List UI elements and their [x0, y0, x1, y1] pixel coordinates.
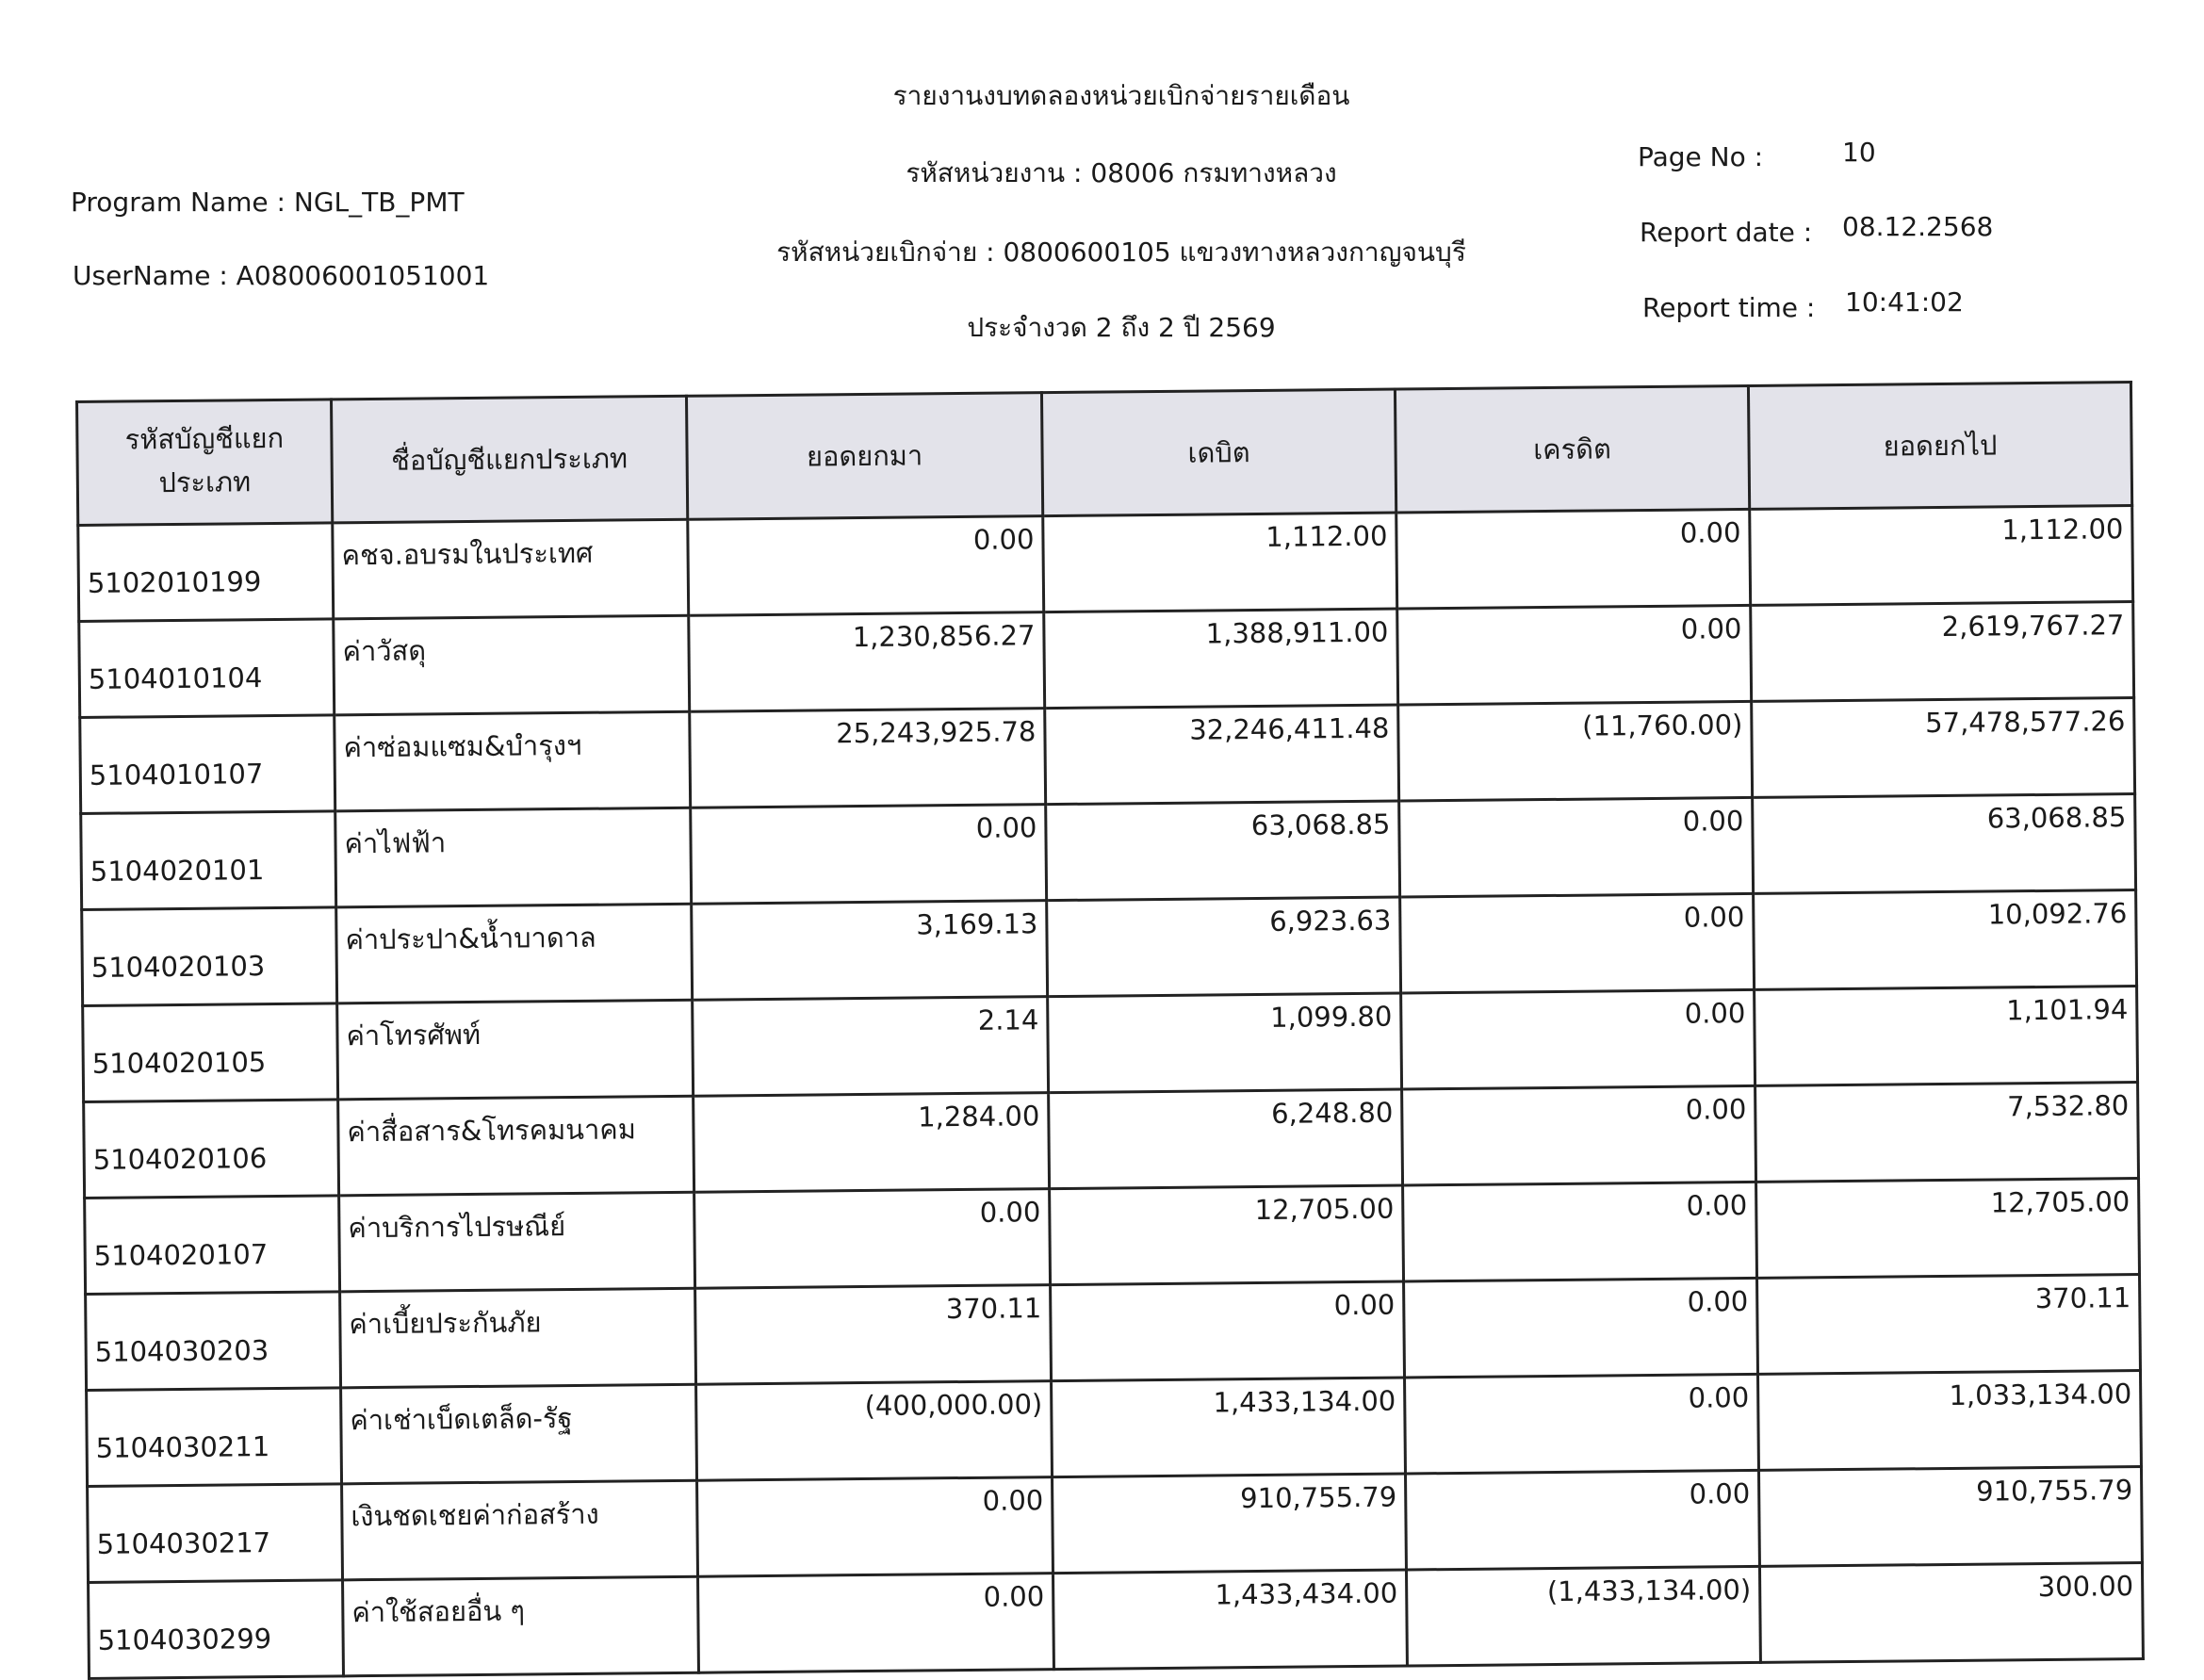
cell-account-code: 5104020107: [85, 1196, 340, 1295]
cell-account-code: 5104020105: [83, 1003, 338, 1102]
cell-closing-balance: 12,705.00: [1756, 1179, 2140, 1279]
col-header-account-code: รหัสบัญชีแยกประเภท: [77, 400, 333, 526]
cell-opening-balance: 1,230,856.27: [689, 612, 1045, 712]
cell-account-code: 5104020106: [84, 1100, 339, 1199]
cell-debit: 1,433,134.00: [1052, 1378, 1406, 1477]
cell-closing-balance: 10,092.76: [1754, 890, 2137, 990]
cell-credit: 0.00: [1402, 1085, 1756, 1185]
cell-debit: 0.00: [1051, 1281, 1405, 1381]
cell-closing-balance: 910,755.79: [1758, 1467, 2142, 1567]
cell-opening-balance: 1,284.00: [694, 1093, 1050, 1193]
cell-opening-balance: 2.14: [693, 997, 1049, 1097]
cell-closing-balance: 7,532.80: [1755, 1083, 2139, 1183]
table-header-row: [77, 383, 2132, 526]
cell-opening-balance: 0.00: [697, 1477, 1053, 1577]
report-time-value: 10:41:02: [1845, 286, 1964, 318]
page-no-label: Page No :: [1638, 141, 1764, 172]
cell-account-code: 5104020103: [82, 907, 337, 1006]
report-date-value: 08.12.2568: [1842, 211, 1994, 242]
cell-closing-balance: 370.11: [1757, 1275, 2141, 1375]
cell-credit: 0.00: [1399, 797, 1754, 897]
col-header-closing-balance: ยอดยกไป: [1748, 383, 2131, 510]
table-row: [89, 1563, 2144, 1679]
cell-account-name: ค่าประปา&น้ำบาดาล: [336, 904, 693, 1003]
table-body: [78, 506, 2144, 1679]
program-name: Program Name : NGL_TB_PMT: [71, 187, 465, 218]
cell-debit: 1,433,434.00: [1053, 1570, 1407, 1670]
cell-debit: 6,923.63: [1047, 897, 1401, 997]
cell-account-code: 5104020101: [81, 811, 336, 910]
cell-opening-balance: 0.00: [691, 805, 1047, 905]
cell-account-name: ค่าเบี้ยประกันภัย: [340, 1288, 696, 1388]
cell-credit: 0.00: [1400, 893, 1755, 993]
cell-debit: 6,248.80: [1049, 1089, 1403, 1189]
report-date-label: Report date :: [1640, 217, 1813, 248]
cell-opening-balance: 0.00: [688, 516, 1044, 616]
cell-account-name: ค่าใช้สอยอื่น ๆ: [343, 1576, 699, 1676]
cell-credit: 0.00: [1401, 989, 1755, 1089]
cell-opening-balance: 3,169.13: [692, 901, 1048, 1001]
cell-account-name: ค่าสื่อสาร&โทรคมนาคม: [338, 1096, 694, 1196]
cell-account-code: 5104010107: [80, 715, 335, 814]
cell-account-name: เงินชดเชยค่าก่อสร้าง: [342, 1480, 698, 1580]
report-title: รายงานงบทดลองหน่วยเบิกจ่ายรายเดือน: [892, 80, 1350, 111]
cell-opening-balance: 370.11: [695, 1285, 1052, 1385]
cell-debit: 12,705.00: [1050, 1185, 1404, 1285]
page-no-value: 10: [1842, 137, 1876, 168]
cell-closing-balance: 300.00: [1759, 1563, 2143, 1663]
cell-credit: 0.00: [1396, 509, 1751, 609]
cell-closing-balance: 57,478,577.26: [1752, 698, 2135, 798]
cell-closing-balance: 1,112.00: [1750, 506, 2133, 606]
cell-credit: 0.00: [1405, 1374, 1759, 1474]
cell-opening-balance: 0.00: [698, 1574, 1054, 1673]
cell-account-name: ค่าเช่าเบ็ดเตล็ด-รัฐ: [341, 1384, 697, 1484]
col-header-account-name: ชื่อบัญชีแยกประเภท: [332, 396, 688, 523]
trial-balance-table: [75, 381, 2145, 1680]
cell-debit: 1,112.00: [1043, 513, 1397, 612]
disbursement-unit-line: รหัสหน่วยเบิกจ่าย : 0800600105 แขวงทางหลวงกาญจนบุรี: [776, 237, 1466, 268]
cell-closing-balance: 1,101.94: [1755, 987, 2138, 1086]
cell-debit: 1,388,911.00: [1044, 609, 1398, 709]
col-header-debit: เดบิต: [1041, 389, 1396, 516]
cell-opening-balance: 0.00: [694, 1189, 1051, 1289]
cell-account-code: 5104030217: [88, 1484, 343, 1583]
cell-account-code: 5104030211: [87, 1388, 342, 1487]
cell-credit: (11,760.00): [1398, 701, 1753, 801]
cell-closing-balance: 63,068.85: [1753, 794, 2136, 894]
cell-closing-balance: 1,033,134.00: [1758, 1371, 2142, 1471]
agency-line: รหัสหน่วยงาน : 08006 กรมทางหลวง: [906, 157, 1337, 188]
col-header-credit: เครดิต: [1395, 385, 1749, 513]
cell-opening-balance: 25,243,925.78: [690, 709, 1046, 808]
cell-account-code: 5102010199: [78, 523, 334, 622]
cell-credit: 0.00: [1405, 1470, 1759, 1570]
cell-account-code: 5104030203: [86, 1292, 341, 1391]
cell-debit: 32,246,411.48: [1045, 705, 1399, 805]
cell-account-name: ค่าโทรศัพท์: [337, 1000, 694, 1100]
cell-opening-balance: (400,000.00): [696, 1381, 1053, 1481]
cell-account-name: คชจ.อบรมในประเทศ: [333, 519, 689, 619]
cell-credit: 0.00: [1397, 605, 1752, 705]
cell-debit: 63,068.85: [1046, 801, 1400, 901]
cell-debit: 1,099.80: [1048, 993, 1402, 1093]
user-name: UserName : A08006001051001: [73, 260, 490, 291]
cell-account-code: 5104030299: [89, 1580, 344, 1679]
period-line: ประจำงวด 2 ถึง 2 ปี 2569: [967, 312, 1276, 343]
report-time-label: Report time :: [1642, 292, 1816, 323]
cell-debit: 910,755.79: [1053, 1474, 1407, 1574]
cell-account-name: ค่าบริการไปรษณีย์: [339, 1192, 695, 1292]
cell-account-name: ค่าไฟฟ้า: [335, 807, 692, 907]
cell-credit: 0.00: [1404, 1278, 1758, 1378]
trial-balance-table-wrap: [75, 381, 2142, 1680]
cell-credit: (1,433,134.00): [1406, 1566, 1760, 1666]
cell-closing-balance: 2,619,767.27: [1751, 602, 2134, 702]
cell-account-name: ค่าซ่อมแซม&บำรุงฯ: [335, 711, 691, 811]
cell-account-code: 5104010104: [79, 619, 335, 718]
cell-account-name: ค่าวัสดุ: [334, 615, 690, 715]
cell-credit: 0.00: [1403, 1182, 1757, 1281]
col-header-opening-balance: ยอดยกมา: [686, 393, 1042, 520]
